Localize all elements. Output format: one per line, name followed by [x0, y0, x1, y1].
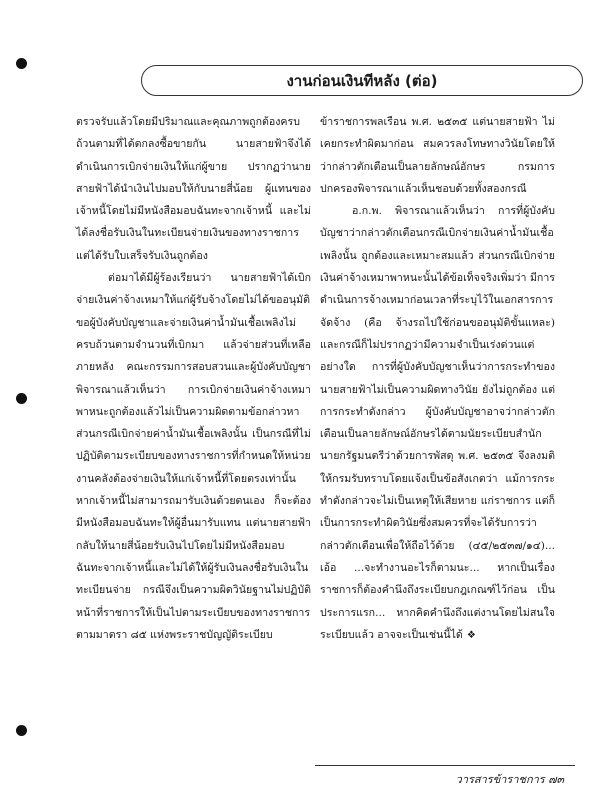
paragraph: [320, 200, 555, 647]
binder-hole-bottom: [16, 725, 27, 736]
binder-hole-top: [16, 58, 27, 69]
text-column-right: [320, 111, 555, 647]
article-title-box: [141, 65, 583, 96]
paragraph: ข้าราชการพลเรือน พ.ศ. ๒๕๓๕ แต่นายสายฟ้า ไม่เคยกระทำผิดมาก่อน สมควรลงโทษทางวินัยโดยให้ว่ากล่าวตักเตือนเป็นลายลักษณ์อักษร กรมการปกครองพิจารณาแล้วเห็นชอบด้วยทั้งสองกรณี: [320, 116, 555, 195]
paragraph-text: อ.ก.พ. พิจารณาแล้วเห็นว่า การที่ผู้บังคับบัญชาว่ากล่าวตักเตือนกรณีเบิกจ่ายเงินค่าน้ำมันเชื้อเพลิงนั้น ถูกต้องและเหมาะสมแล้ว ส่วนกรณีเบิกจ่ายเงินค่าจ้างเหมาพาหนะนั้นได้ข้อเท็จจริงเพิ่มว่า มีการดำเนินการจ้างเหมาก่อนเวลาที่ระบุไว้ในเอกสารการจัดจ้าง (คือ จ้างรถไปใช้ก่อนขออนุมัติขั้นแหละ) และกรณีก็ไม่ปรากฏว่ามีความจำเป็นเร่งด่วนแต่อย่างใด การที่ผู้บังคับบัญชาเห็นว่าการกระทำของนายสายฟ้าไม่เป็นความผิดทางวินัย ยังไม่ถูกต้อง แต่การกระทำดังกล่าว ผู้บังคับบัญชาอาจว่ากล่าวตักเตือนเป็นลายลักษณ์อักษรได้ตามนัยระเบียบสำนักนายกรัฐมนตรีว่าด้วยการพัสดุ พ.ศ. ๒๕๓๕ จึงลงมติให้กรมรับทราบโดยแจ้งเป็นข้อสังเกตว่า แม้การกระทำดังกล่าวจะไม่เป็นเหตุให้เสียหาย แก่ราชการ แต่ก็เป็นการกระทำผิดวินัยซึ่งสมควรที่จะได้รับการว่ากล่าวตักเตือนเพื่อให้ถือไว้ด้วย (๔๕/๒๕๓๗/๑๔)... เอ้อ ...จะทำงานอะไรก็ตามนะ... หากเป็นเรื่องราชการก็ต้องคำนึงถึงระเบียบกฎเกณฑ์ไว้ก่อน เป็นประการแรก... หากคิดคำนึงถึงแต่งานโดยไม่สนใจระเบียบแล้ว อาจจะเป็นเช่นนี้ได้: [320, 205, 555, 641]
binder-hole-middle: [16, 393, 27, 404]
journal-footer: วารสารข้าราชการ ๗๓: [455, 773, 564, 786]
text-column-left: [76, 111, 311, 646]
footer-divider: [315, 765, 575, 766]
article-title: งานก่อนเงินทีหลัง (ต่อ): [286, 71, 438, 90]
paragraph: ต่อมาได้มีผู้ร้องเรียนว่า นายสายฟ้าได้เบิกจ่ายเงินค่าจ้างเหมาให้แก่ผู้รับจ้างโดยไม่ได้ขออนุมัติขอผู้บังคับบัญชาและจ่ายเงินค่าน้ำมันเชื้อเพลิงไม่ครบถ้วนตามจำนวนที่เบิกมา แล้วจ่ายส่วนที่เหลือภายหลัง คณะกรรมการสอบสวนและผู้บังคับบัญชาพิจารณาแล้วเห็นว่า การเบิกจ่ายเงินค่าจ้างเหมาพาหนะถูกต้องแล้วไม่เป็นความผิดตามข้อกล่าวหา ส่วนกรณีเบิกจ่ายค่าน้ำมันเชื้อเพลิงนั้น เป็นกรณีที่ไม่ปฏิบัติตามระเบียบของทางราชการที่กำหนดให้หน่วยงานคลังต้องจ่ายเงินให้แก่เจ้าหนี้ที่โดยตรงเท่านั้น หากเจ้าหนี้ไม่สามารถมารับเงินด้วยตนเอง ก็จะต้องมีหนังสือมอบฉันทะให้ผู้อื่นมารับแทน แต่นายสายฟ้ากลับให้นายสี่น้อยรับเงินไปโดยไม่มีหนังสือมอบฉันทะจากเจ้าหนี้และไม่ได้ให้ผู้รับเงินลงชื่อรับเงินในทะเบียนจ่าย กรณีจึงเป็นความผิดวินัยฐานไม่ปฏิบัติหน้าที่ราชการให้เป็นไปตามระเบียบของทางราชการ ตามมาตรา ๘๕ แห่งพระราชบัญญัติระเบียบ: [76, 272, 311, 641]
end-mark-icon: ❖: [466, 629, 476, 641]
paragraph: ตรวจรับแล้วโดยมีปริมาณและคุณภาพถูกต้องครบถ้วนตามที่ได้ตกลงซื้อขายกัน นายสายฟ้าจึงได้ดำเนินการเบิกจ่ายเงินให้แก่ผู้ขาย ปรากฏว่านายสายฟ้าได้นำเงินไปมอบให้กับนายสี่น้อย ผู้แทนของเจ้าหนี้โดยไม่มีหนังสือมอบฉันทะจากเจ้าหนี้ และไม่ได้ลงชื่อรับเงินในทะเบียนจ่ายเงินของทางราชการ แต่ได้รับใบเสร็จรับเงินถูกต้อง: [76, 116, 311, 262]
